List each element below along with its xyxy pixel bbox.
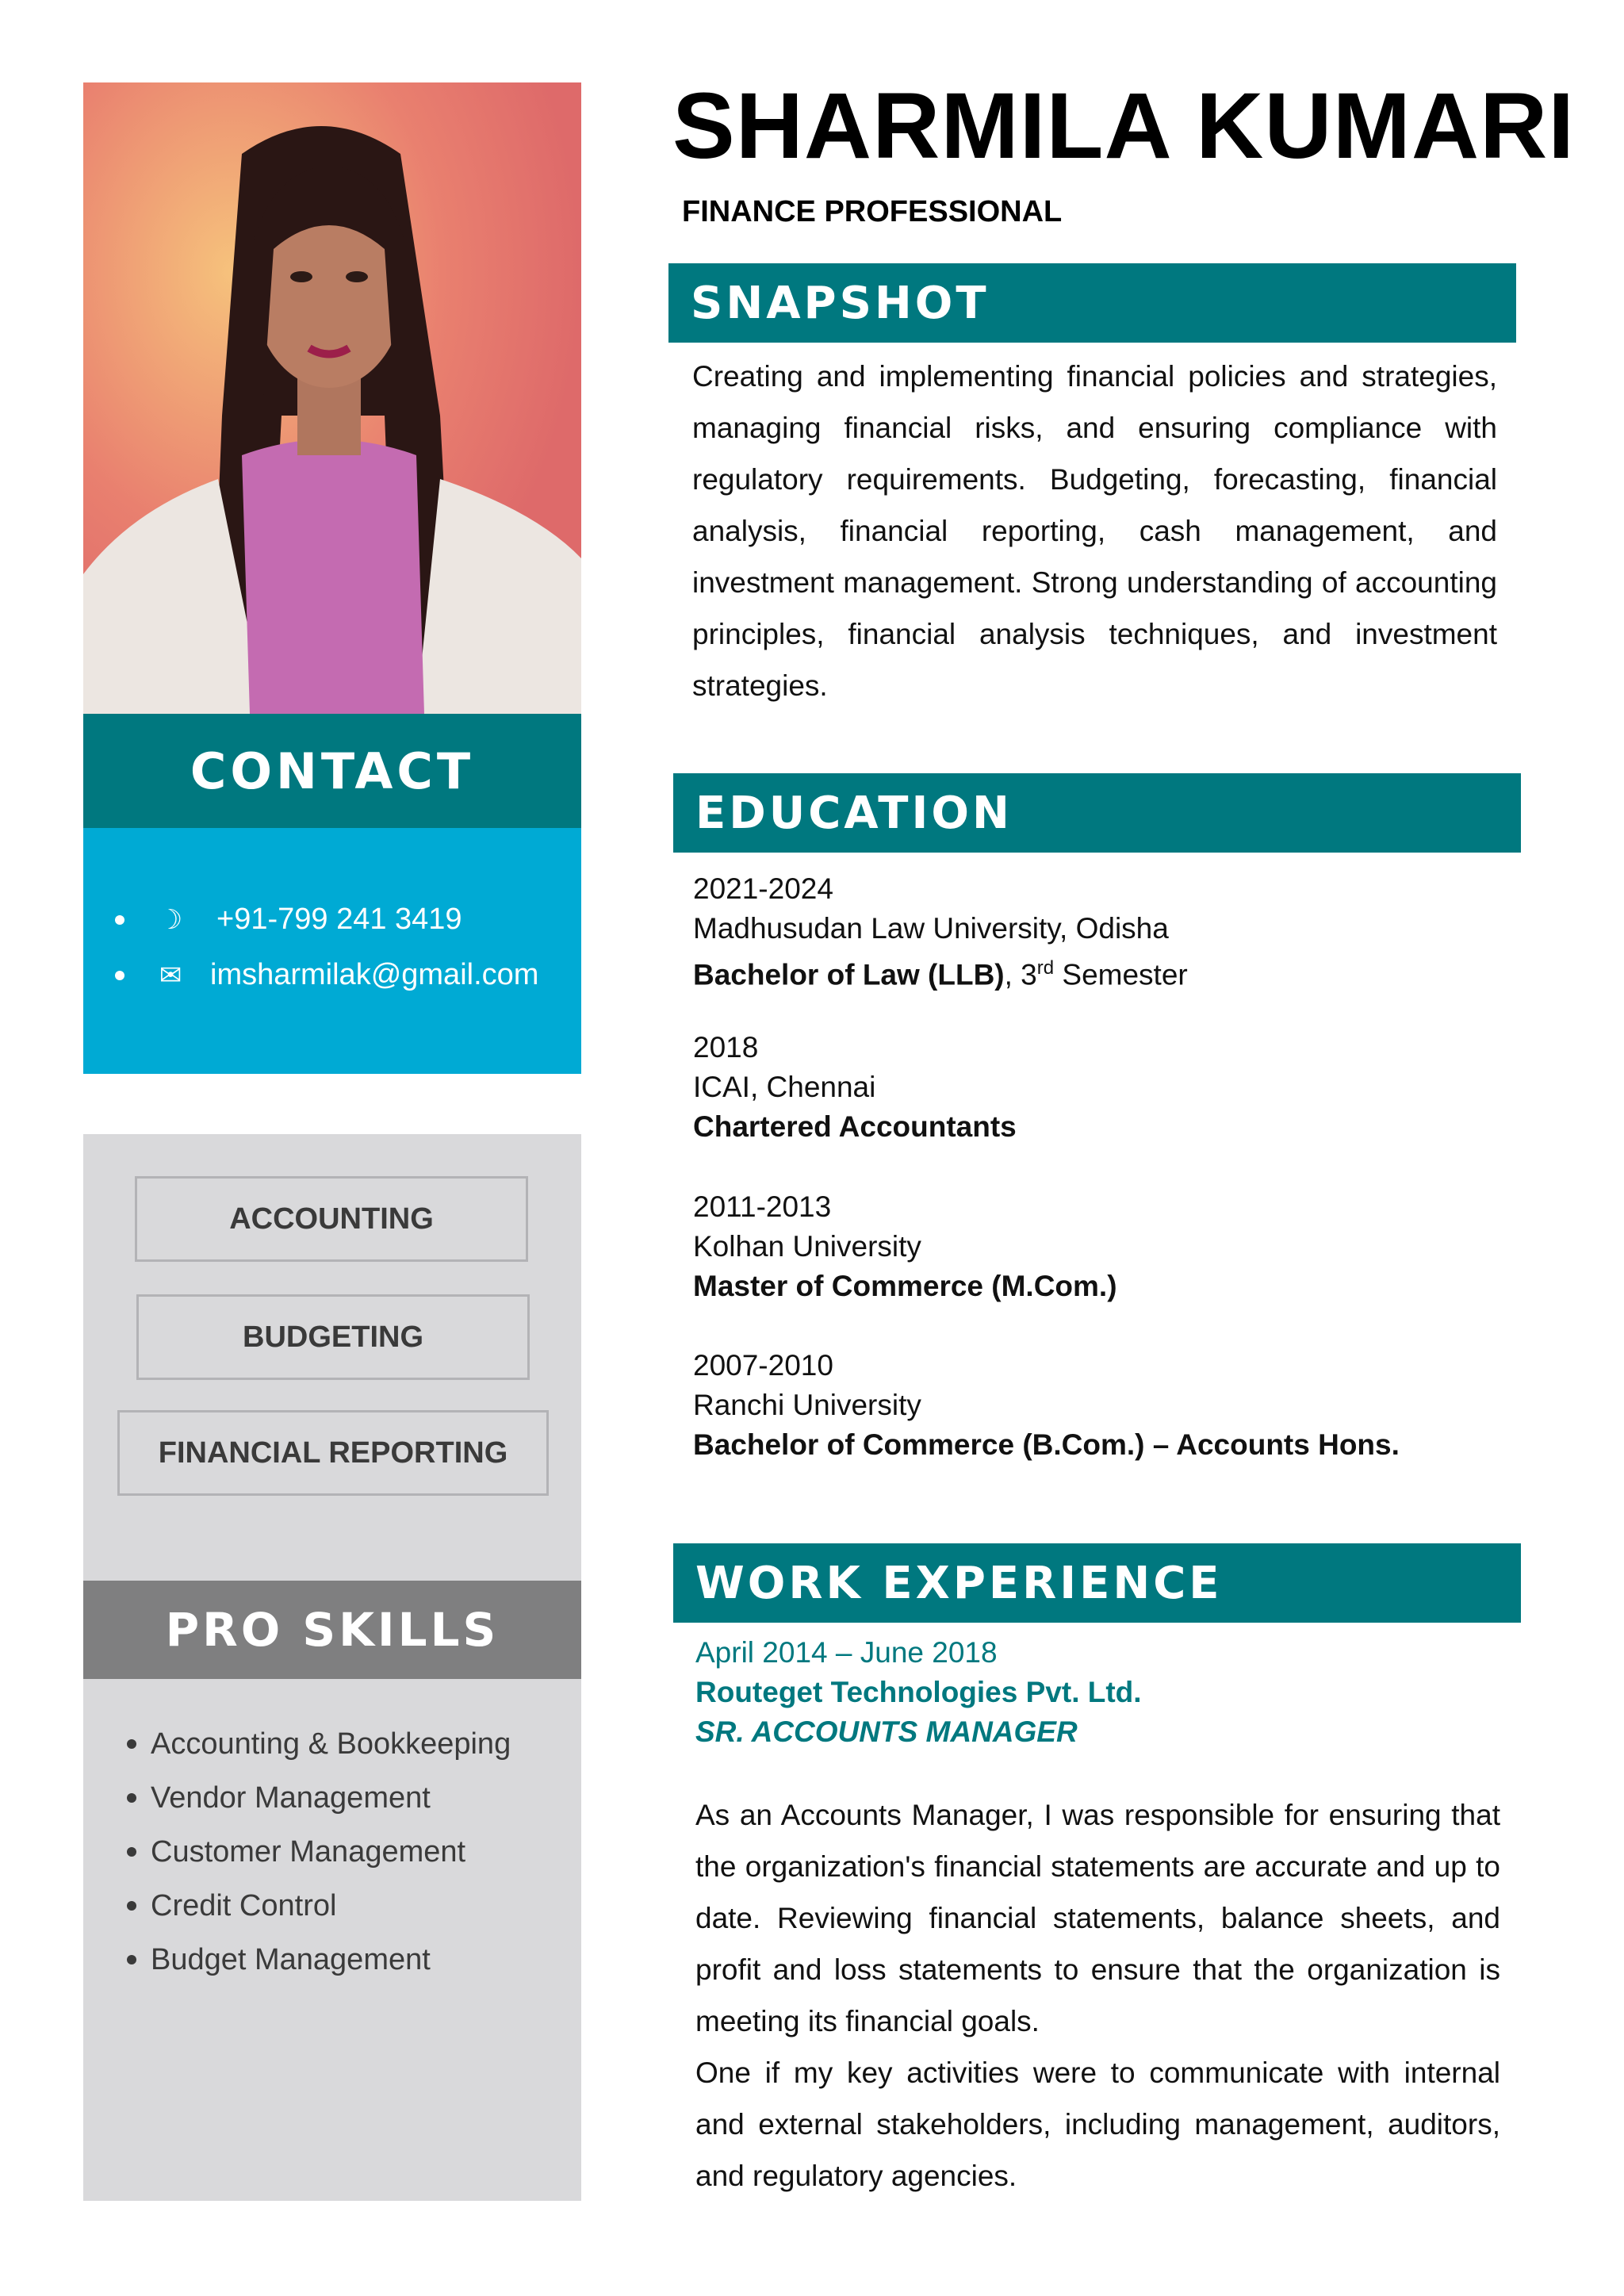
- education-institution: Kolhan University: [693, 1230, 921, 1263]
- work-description-paragraph: As an Accounts Manager, I was responsible for ensuring that the organization's financial statements are accurate and up to date. Reviewing financial statements, balance sheets, and profit and loss statements to ensure that the organization is meeting its financial goals.: [695, 1799, 1500, 2037]
- contact-phone-row: [115, 903, 462, 937]
- education-degree: Bachelor of Law (LLB): [693, 958, 1005, 991]
- contact-email-row: [115, 958, 538, 992]
- contact-panel: [83, 828, 581, 1074]
- education-extra-pre: , 3: [1004, 958, 1037, 991]
- education-heading: EDUCATION: [673, 773, 1521, 853]
- candidate-title: FINANCE PROFESSIONAL: [682, 195, 1063, 228]
- contact-heading: CONTACT: [83, 714, 581, 828]
- bullet: [115, 971, 124, 980]
- education-entry: [693, 1346, 1400, 1465]
- profile-photo: [83, 82, 581, 714]
- phone-icon: ☽: [158, 904, 183, 935]
- list-item: Budget Management: [127, 1933, 511, 1987]
- contact-phone[interactable]: +91-799 241 3419: [216, 903, 462, 936]
- education-degree-line: [693, 949, 1188, 995]
- list-item: Vendor Management: [127, 1771, 511, 1825]
- work-company: Routeget Technologies Pvt. Ltd.: [695, 1676, 1142, 1708]
- list-item: Customer Management: [127, 1825, 511, 1879]
- list-item: Credit Control: [127, 1879, 511, 1933]
- snapshot-text: Creating and implementing financial policies and strategies, managing financial risks, and ensuring compliance with regulatory requirements. Budgeting, forecasting, financial analysis, financial reporting, cash management, and investment management. Strong understanding of accounting principles, financial analysis techniques, and investment strategies.: [692, 360, 1497, 702]
- education-degree: Chartered Accountants: [693, 1110, 1017, 1143]
- skill-box-accounting: ACCOUNTING: [135, 1176, 528, 1262]
- work-role: SR. ACCOUNTS MANAGER: [695, 1715, 1078, 1748]
- education-degree: Bachelor of Commerce (B.Com.) – Accounts Hons.: [693, 1428, 1400, 1461]
- education-institution: Ranchi University: [693, 1389, 921, 1421]
- education-degree: Master of Commerce (M.Com.): [693, 1270, 1117, 1302]
- education-years: 2011-2013: [693, 1190, 832, 1223]
- bullet: [115, 915, 124, 925]
- education-extra-post: Semester: [1054, 958, 1188, 991]
- education-extra-sup: rd: [1036, 957, 1055, 979]
- skill-box-financial-reporting: FINANCIAL REPORTING: [117, 1410, 549, 1496]
- list-item: Accounting & Bookkeeping: [127, 1717, 511, 1771]
- education-entry: [693, 869, 1188, 995]
- work-date: April 2014 – June 2018: [695, 1636, 998, 1669]
- pro-skills-list: [127, 1717, 511, 1987]
- education-years: 2021-2024: [693, 872, 833, 905]
- work-experience-heading: WORK EXPERIENCE: [673, 1543, 1521, 1623]
- education-institution: ICAI, Chennai: [693, 1071, 876, 1103]
- snapshot-heading: SNAPSHOT: [668, 263, 1516, 343]
- work-description-paragraph: One if my key activities were to communicate with internal and external stakeholders, including management, auditors, and regulatory agencies.: [695, 2056, 1500, 2192]
- portrait-illustration: [83, 82, 581, 714]
- education-entry: [693, 1187, 1117, 1306]
- envelope-icon: ✉: [159, 960, 182, 991]
- education-years: 2007-2010: [693, 1349, 833, 1382]
- skill-box-budgeting: BUDGETING: [136, 1294, 530, 1380]
- contact-email[interactable]: imsharmilak@gmail.com: [210, 958, 539, 991]
- education-entry: [693, 1028, 1017, 1147]
- education-years: 2018: [693, 1031, 759, 1064]
- education-institution: Madhusudan Law University, Odisha: [693, 912, 1169, 945]
- candidate-name: SHARMILA KUMARI: [672, 74, 1576, 178]
- work-description: [695, 1789, 1500, 2202]
- pro-skills-heading: PRO SKILLS: [83, 1581, 581, 1679]
